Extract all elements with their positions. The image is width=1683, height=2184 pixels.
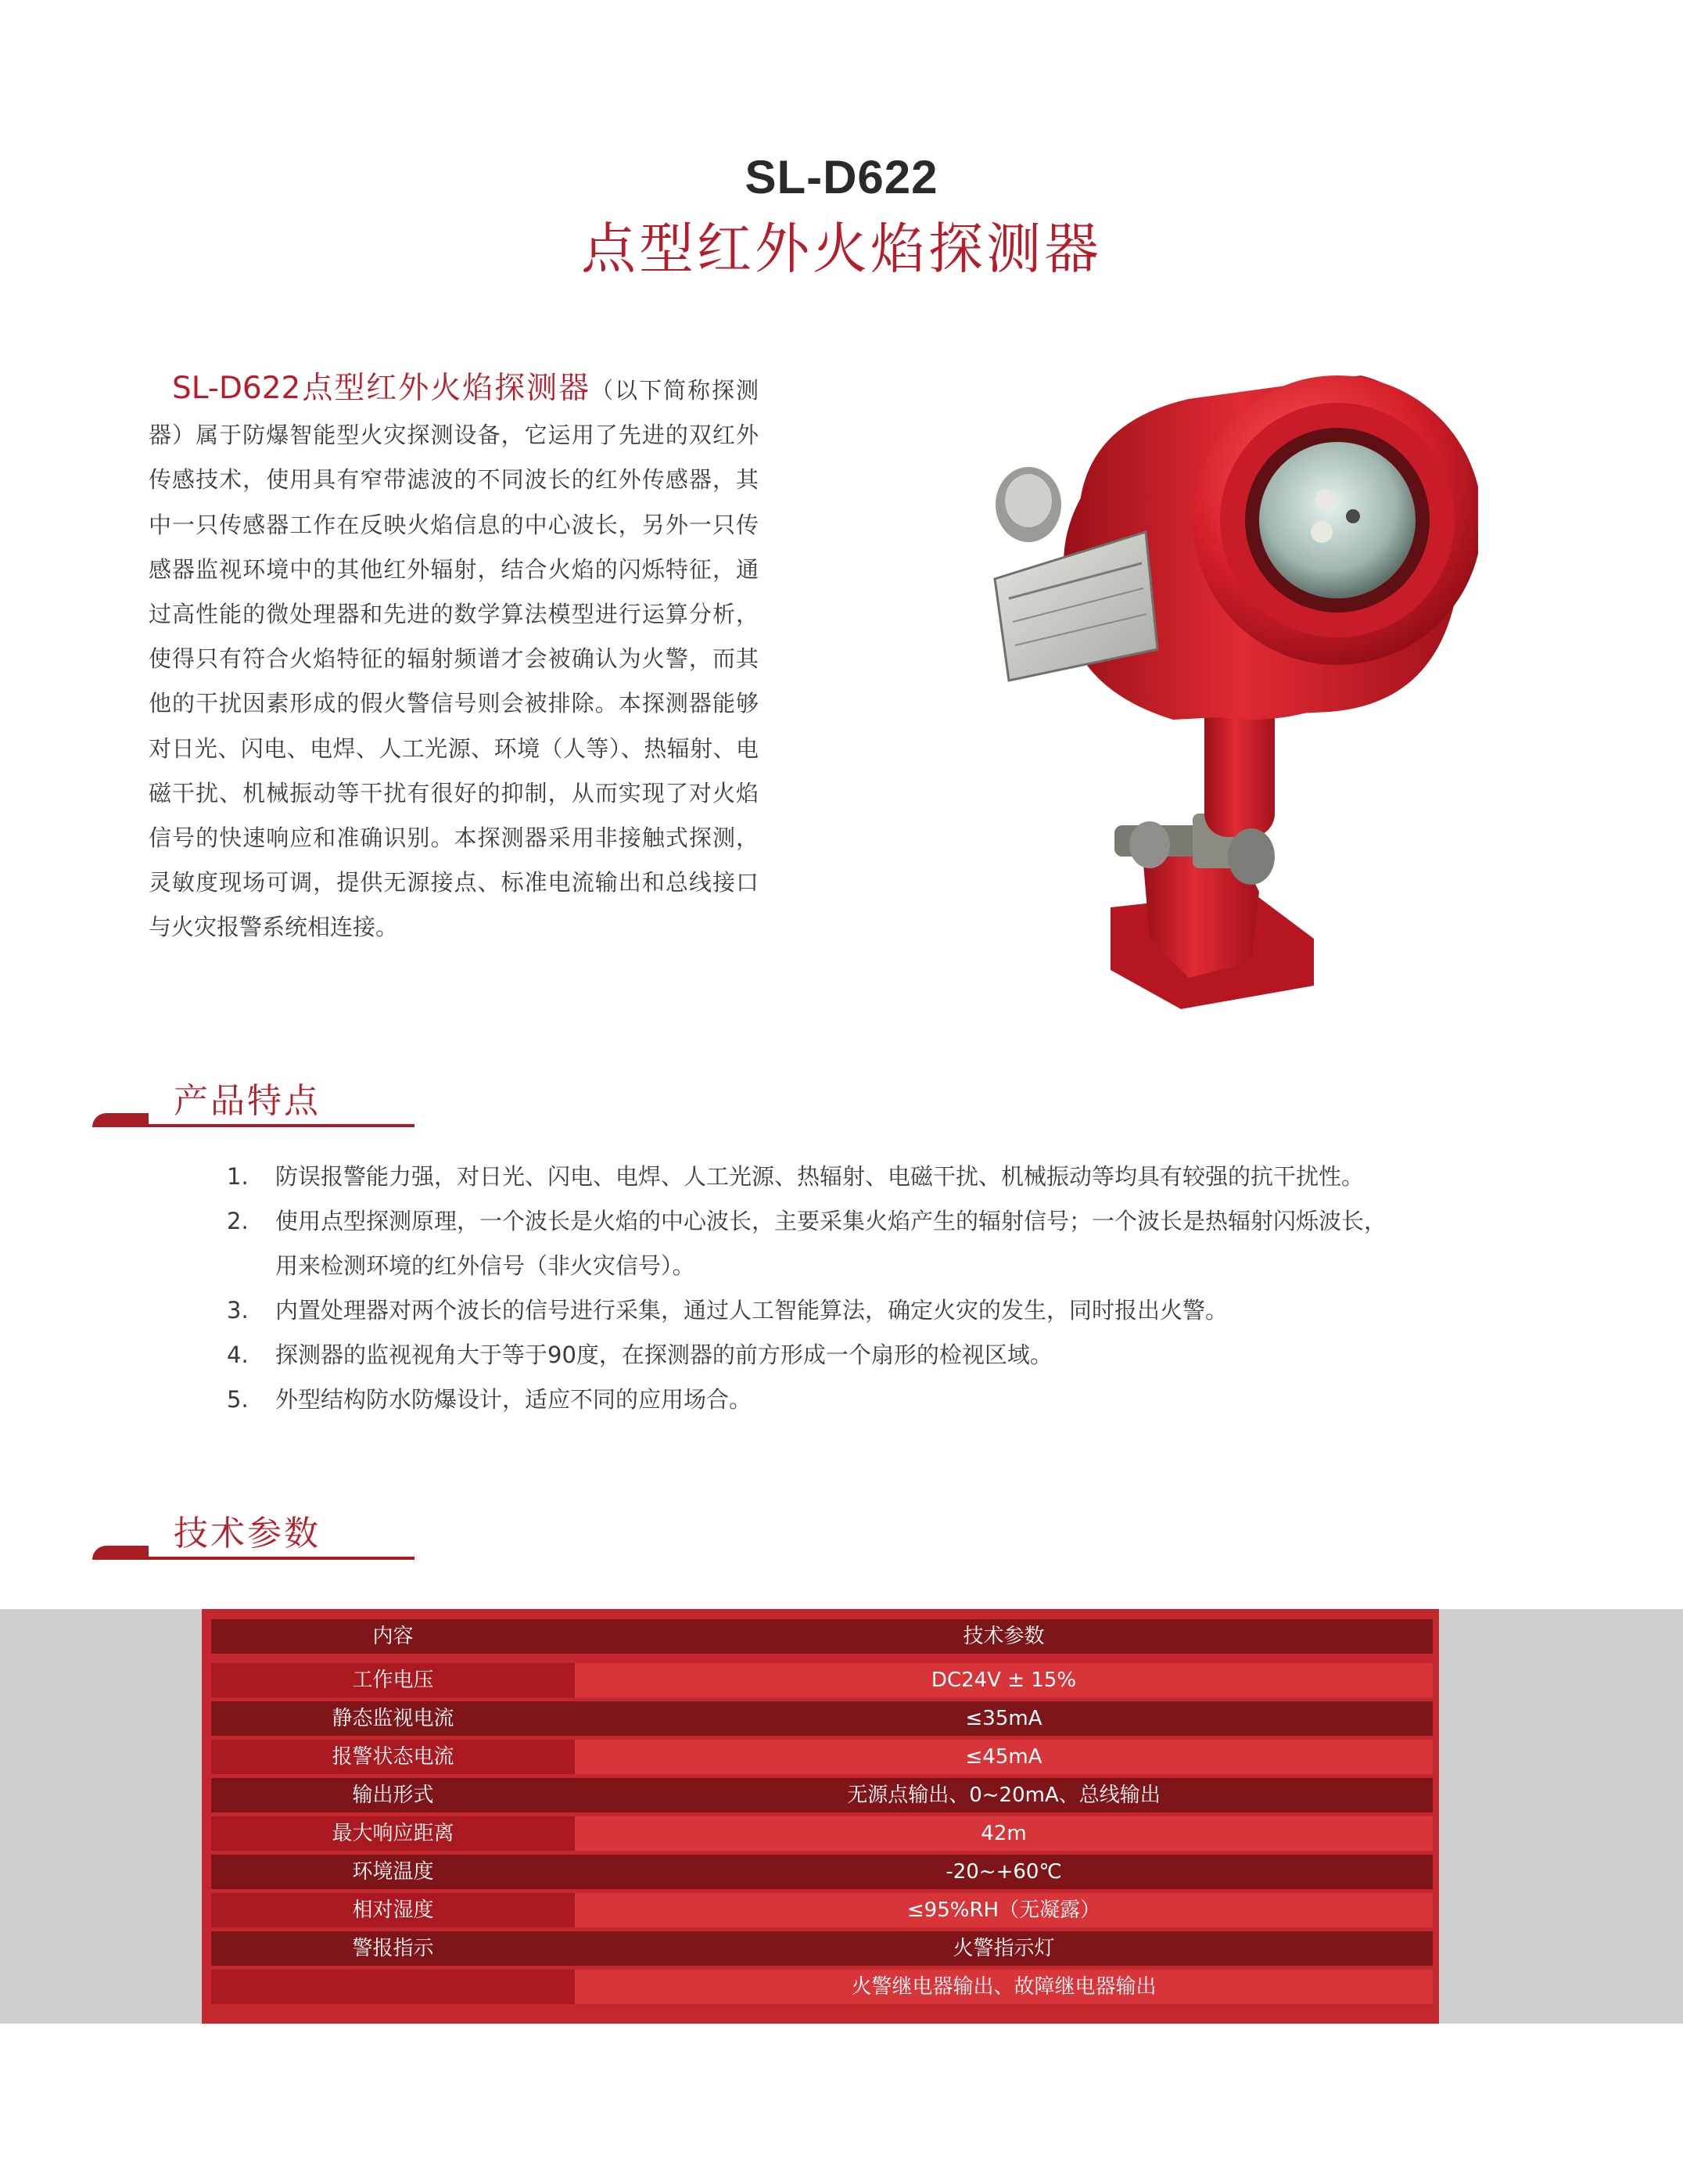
table-row [211, 1970, 1433, 2004]
table-header-row [211, 1619, 1433, 1654]
row-value: -20~+60℃ [946, 1860, 1062, 1884]
list-item-number: 4. [227, 1342, 249, 1368]
row-label: 输出形式 [352, 1783, 434, 1807]
table-row [211, 1740, 1433, 1774]
list-item-number: 1. [227, 1163, 249, 1190]
list-item-number: 5. [227, 1386, 249, 1413]
list-item-text: 外型结构防水防爆设计，适应不同的应用场合。 [275, 1386, 752, 1413]
row-label: 相对湿度 [211, 1893, 575, 1927]
table-row [211, 1816, 1433, 1851]
row-label: 警报指示 [352, 1937, 434, 1960]
intro-lead: SL-D622点型红外火焰探测器 [172, 371, 591, 406]
list-item-text: 探测器的监视视角大于等于90度，在探测器的前方形成一个扇形的检视区域。 [275, 1342, 1053, 1368]
row-label [211, 1970, 575, 2004]
section-accent-bar [92, 1113, 149, 1127]
list-item [227, 1288, 1400, 1333]
product-title: 点型红外火焰探测器 [581, 217, 1102, 281]
row-label: 静态监视电流 [332, 1707, 454, 1730]
row-value: 无源点输出、0~20mA、总线输出 [847, 1783, 1161, 1807]
list-item [227, 1199, 1400, 1288]
row-label: 工作电压 [211, 1663, 575, 1697]
row-value: ≤35mA [965, 1707, 1042, 1730]
specs-section-header [92, 1510, 421, 1560]
product-model: SL-D622 [745, 151, 938, 203]
header-cell-params: 技术参数 [963, 1625, 1045, 1648]
row-value: 火警继电器输出、故障继电器输出 [851, 1975, 1157, 1999]
row-value: 42m [981, 1822, 1027, 1845]
features-section-header [92, 1077, 421, 1127]
table-row [211, 1778, 1433, 1812]
specs-title: 技术参数 [174, 1514, 321, 1554]
row-value: 火警指示灯 [953, 1937, 1055, 1960]
intro-paragraph [149, 366, 759, 950]
section-underline [149, 1557, 414, 1560]
list-item-number: 3. [227, 1297, 249, 1324]
features-list [227, 1155, 1400, 1422]
row-value: DC24V ± 15% [931, 1669, 1077, 1692]
table-row [211, 1931, 1433, 1966]
flame-detector-image [993, 344, 1478, 1040]
list-item-number: 2. [227, 1208, 249, 1234]
features-title: 产品特点 [174, 1081, 321, 1121]
section-underline [149, 1124, 414, 1127]
list-item [227, 1378, 1400, 1422]
list-item [227, 1333, 1400, 1378]
table-row [211, 1855, 1433, 1889]
table-row [211, 1663, 1433, 1697]
row-label: 报警状态电流 [211, 1740, 575, 1774]
table-row [211, 1893, 1433, 1927]
list-item [227, 1155, 1400, 1199]
section-accent-bar [92, 1546, 149, 1560]
list-item-text: 使用点型探测原理，一个波长是火焰的中心波长，主要采集火焰产生的辐射信号；一个波长是热辐射闪烁波长，用来检测环境的红外信号（非火灾信号）。 [275, 1208, 1387, 1279]
row-value: ≤95%RH（无凝露） [906, 1898, 1101, 1922]
table-row [211, 1701, 1433, 1736]
row-label: 最大响应距离 [211, 1816, 575, 1851]
row-value: ≤45mA [965, 1745, 1042, 1769]
list-item-text: 防误报警能力强，对日光、闪电、电焊、人工光源、热辐射、电磁干扰、机械振动等均具有较强的抗干扰性。 [275, 1163, 1365, 1190]
row-label: 环境温度 [352, 1860, 434, 1884]
header-cell-content: 内容 [372, 1625, 414, 1648]
intro-body: （以下简称探测器）属于防爆智能型火灾探测设备，它运用了先进的双红外传感技术，使用具有窄带滤波的不同波长的红外传感器，其中一只传感器工作在反映火焰信息的中心波长，另外一只传感器监视环境中的其他红外辐射，结合火焰的闪烁特征，通过高性能的微处理器和先进的数学算法模型进行运算分析，使得只有符合火焰特征的辐射频谱才会被确认为火警，而其他的干扰因素形成的假火警信号则会被排除。本探测器能够对日光、闪电、电焊、人工光源、环境（人等）、热辐射、电磁干扰、机械振动等干扰有很好的抑制，从而实现了对火焰信号的快速响应和准确识别。本探测器采用非接触式探测，灵敏度现场可调，提供无源接点、标准电流输出和总线接口与火灾报警系统相连接。 [149, 377, 759, 941]
list-item-text: 内置处理器对两个波长的信号进行采集，通过人工智能算法，确定火灾的发生，同时报出火警。 [275, 1297, 1229, 1324]
